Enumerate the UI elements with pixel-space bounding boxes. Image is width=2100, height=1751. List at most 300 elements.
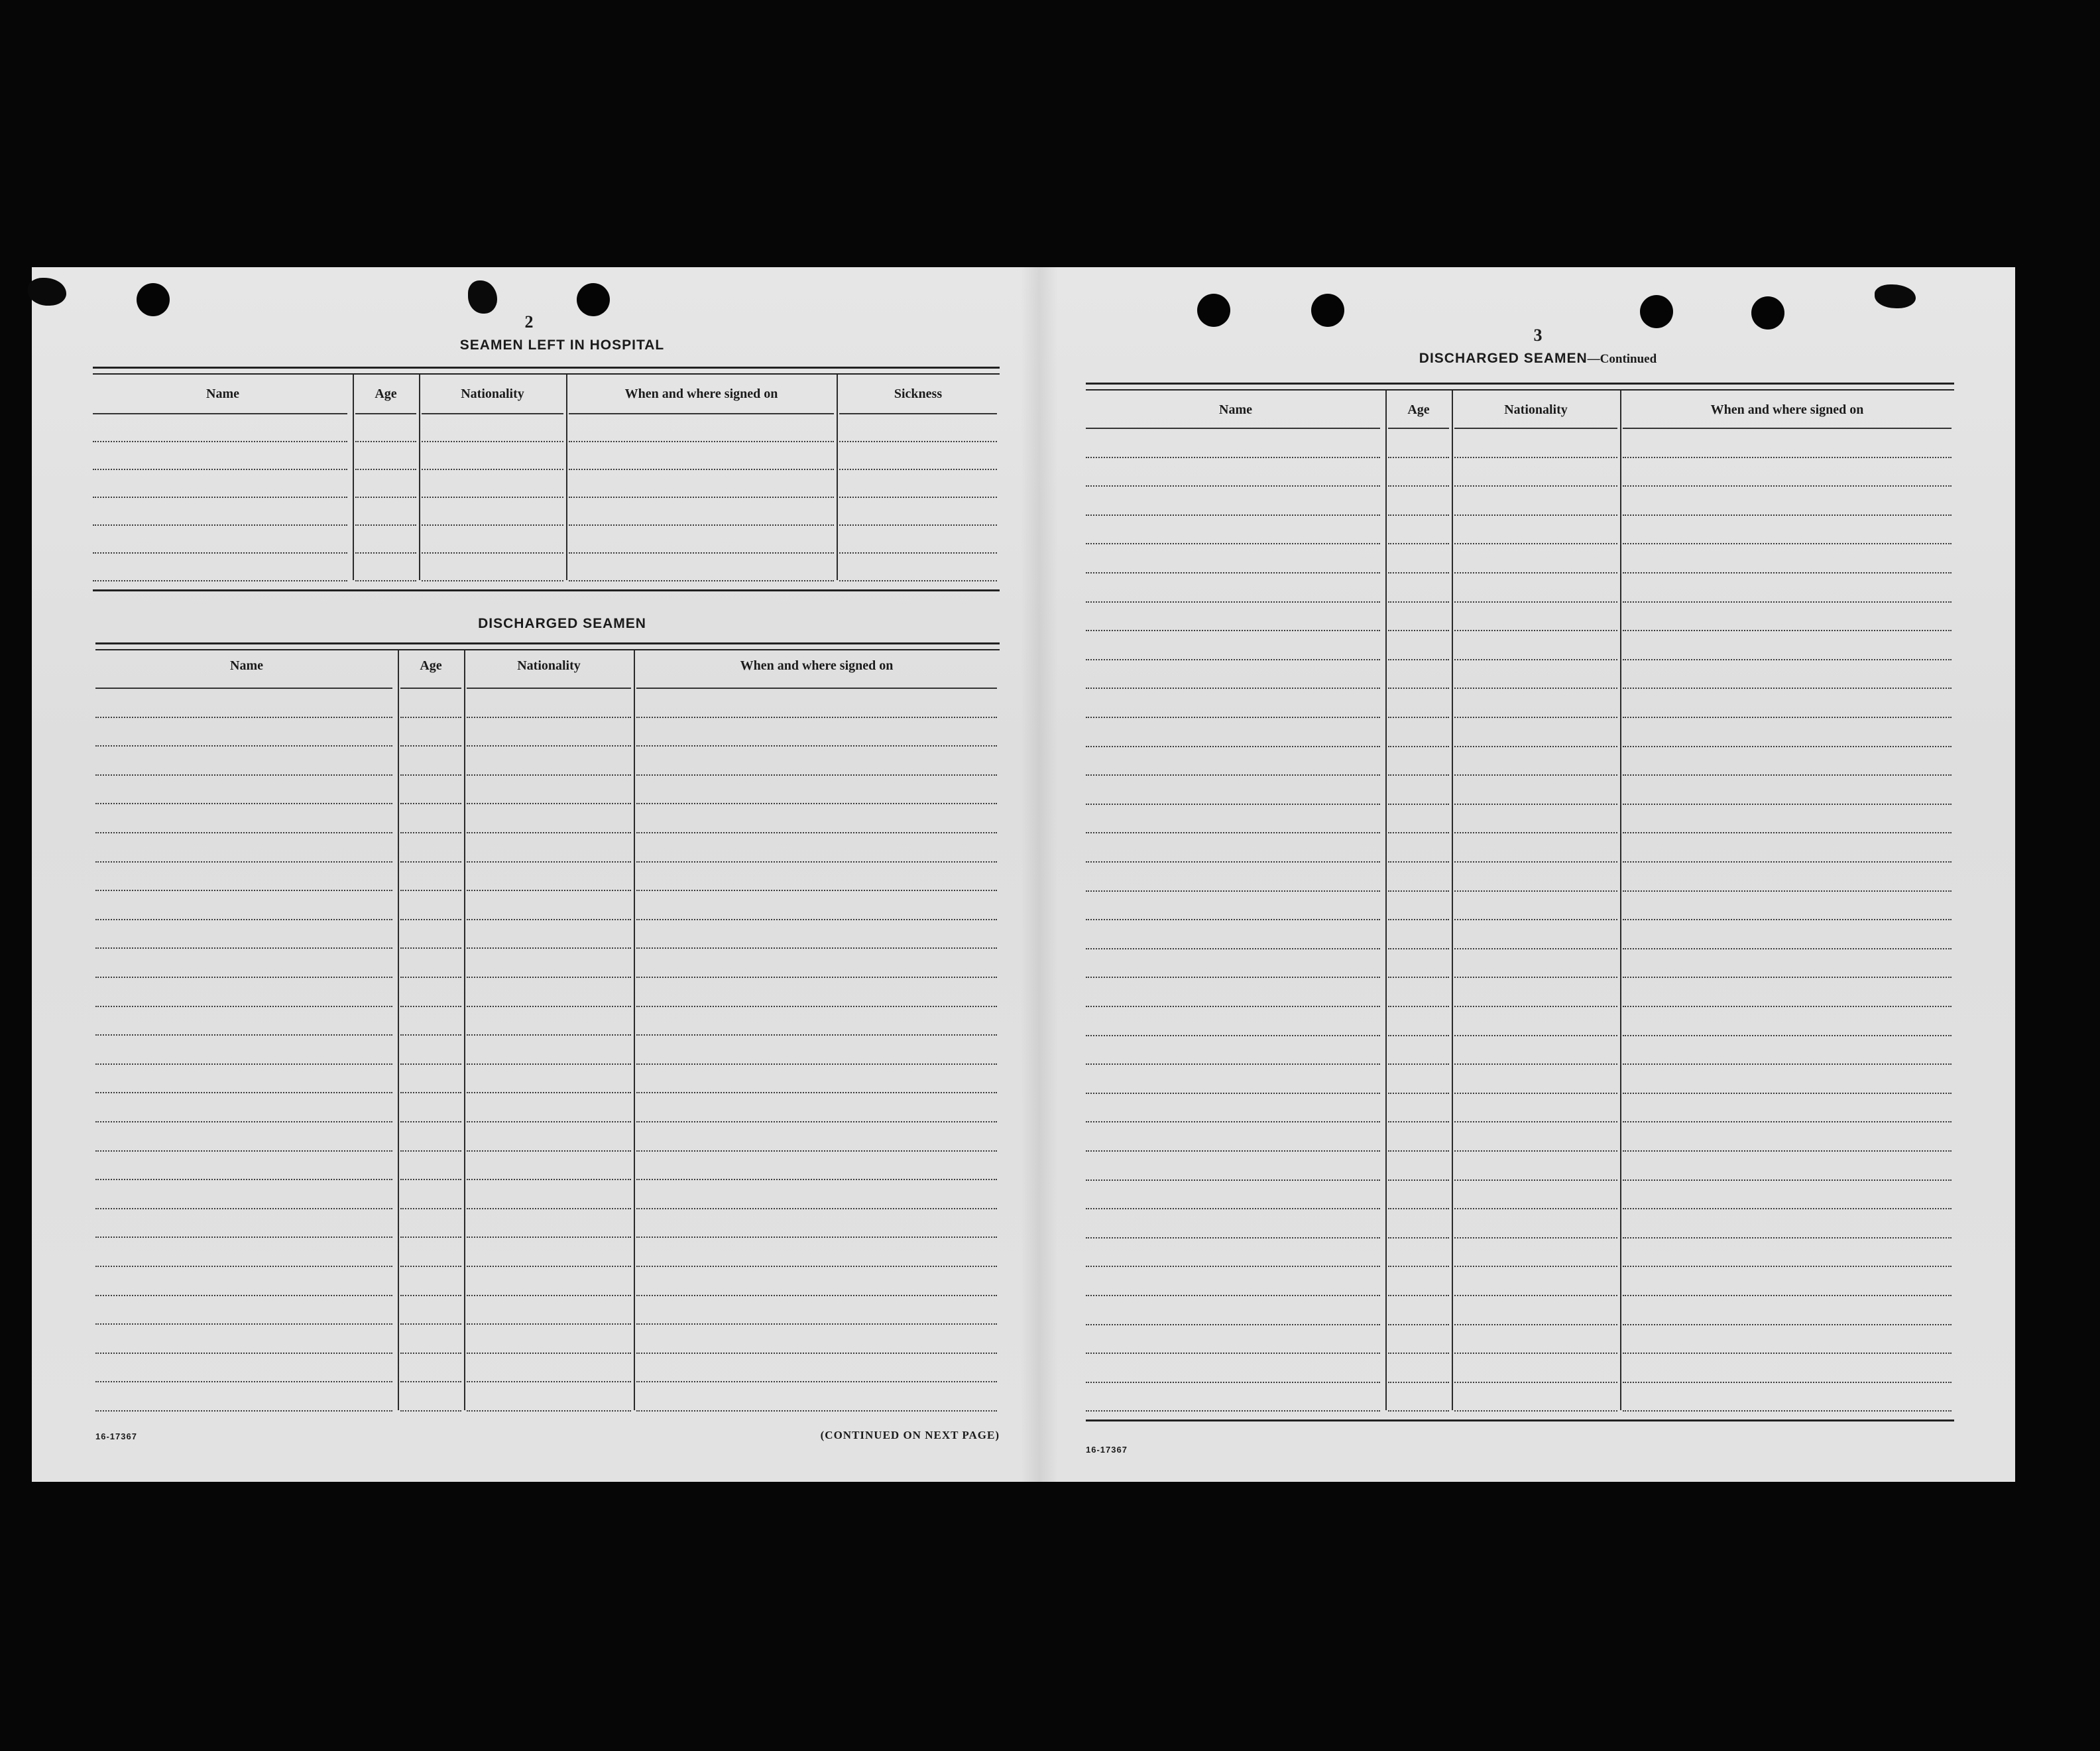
document-sheet — [32, 267, 2015, 1482]
table-row — [1086, 948, 1380, 949]
table-row — [400, 947, 461, 949]
table-row — [1623, 977, 1952, 978]
table-row — [400, 890, 461, 891]
table-row — [1388, 832, 1449, 833]
table-row — [1623, 1063, 1952, 1065]
table-row — [1454, 514, 1617, 516]
table-row — [1623, 572, 1952, 574]
table-row — [422, 441, 563, 442]
table-row — [636, 1410, 997, 1412]
continued-note: (CONTINUED ON NEXT PAGE) — [820, 1429, 1000, 1441]
table-row — [1454, 1410, 1617, 1412]
table-row — [95, 1121, 392, 1122]
table-row — [1086, 1266, 1380, 1267]
table-row — [1388, 572, 1449, 574]
column-header-nationality: Nationality — [517, 658, 581, 673]
table-row — [1454, 1382, 1617, 1383]
column-divider — [566, 375, 567, 580]
page-number: 2 — [524, 312, 534, 332]
table-row — [1388, 457, 1449, 458]
table-row — [1388, 948, 1449, 949]
table-row — [1086, 1208, 1380, 1209]
table-row — [1086, 804, 1380, 805]
section-title-discharged: DISCHARGED SEAMEN — [478, 616, 646, 631]
form-code: 16-17367 — [1086, 1445, 1128, 1455]
table-row — [1086, 746, 1380, 747]
table-row — [467, 1179, 631, 1180]
table-row — [636, 1150, 997, 1152]
table-row — [95, 919, 392, 920]
header-underline — [1086, 428, 1380, 429]
table-row — [400, 1237, 461, 1238]
table-row — [1388, 1179, 1449, 1181]
table-row — [1623, 919, 1952, 920]
hospital-table — [93, 367, 1000, 605]
table-row — [1623, 514, 1952, 516]
table-row — [1623, 832, 1952, 833]
table-row — [467, 1237, 631, 1238]
table-row — [95, 717, 392, 718]
table-row — [1086, 717, 1380, 718]
table-row — [1623, 1208, 1952, 1209]
column-header-name: Name — [1219, 402, 1252, 417]
table-row — [467, 1092, 631, 1093]
table-row — [636, 1179, 997, 1180]
header-underline — [400, 688, 461, 689]
table-row — [1388, 688, 1449, 689]
table-row — [1454, 1035, 1617, 1036]
table-row — [1454, 1266, 1617, 1267]
table-row — [636, 1295, 997, 1296]
table-row — [636, 861, 997, 863]
table-row — [95, 1150, 392, 1152]
table-row — [95, 1353, 392, 1354]
table-row — [1388, 514, 1449, 516]
table-row — [1454, 457, 1617, 458]
discharged-continued-table — [1086, 383, 1954, 1437]
table-row — [1086, 861, 1380, 863]
table-row — [1623, 1121, 1952, 1122]
section-title-hospital: SEAMEN LEFT IN HOSPITAL — [459, 337, 665, 353]
table-row — [1454, 948, 1617, 949]
table-row — [95, 1323, 392, 1325]
table-row — [839, 469, 997, 470]
table-row — [1388, 977, 1449, 978]
table-row — [95, 861, 392, 863]
table-row — [1086, 1324, 1380, 1325]
table-row — [1086, 1150, 1380, 1152]
table-row — [1623, 1410, 1952, 1412]
table-row — [400, 803, 461, 804]
table-row — [400, 861, 461, 863]
table-row — [569, 524, 834, 526]
table-row — [636, 1063, 997, 1065]
table-bottom-rule — [1086, 1419, 1954, 1421]
left-page — [32, 267, 1023, 1482]
table-row — [95, 1034, 392, 1036]
table-row — [1623, 890, 1952, 892]
table-row — [1454, 1121, 1617, 1122]
table-row — [1086, 1353, 1380, 1354]
table-row — [1086, 1237, 1380, 1238]
table-row — [1454, 977, 1617, 978]
table-row — [839, 524, 997, 526]
table-row — [93, 580, 347, 581]
table-row — [467, 919, 631, 920]
table-row — [400, 1006, 461, 1007]
column-divider — [1452, 391, 1453, 1410]
table-row — [400, 1208, 461, 1209]
table-row — [400, 1092, 461, 1093]
table-row — [355, 469, 416, 470]
table-row — [1086, 1063, 1380, 1065]
discharged-table — [95, 642, 1000, 1429]
table-row — [95, 803, 392, 804]
table-row — [467, 977, 631, 978]
table-row — [636, 1266, 997, 1267]
table-row — [1388, 1121, 1449, 1122]
table-row — [569, 441, 834, 442]
table-row — [636, 947, 997, 949]
column-header-age: Age — [1407, 402, 1430, 417]
table-row — [422, 497, 563, 498]
column-header-signed-on: When and where signed on — [1710, 402, 1864, 417]
table-row — [1454, 1179, 1617, 1181]
table-row — [467, 1353, 631, 1354]
table-row — [467, 1150, 631, 1152]
column-divider — [837, 375, 838, 580]
table-row — [1086, 1179, 1380, 1181]
table-row — [1623, 601, 1952, 603]
table-row — [467, 1121, 631, 1122]
table-row — [93, 524, 347, 526]
table-row — [422, 524, 563, 526]
table-row — [95, 832, 392, 833]
table-row — [636, 977, 997, 978]
table-row — [1388, 1006, 1449, 1007]
table-row — [1388, 890, 1449, 892]
table-row — [1388, 543, 1449, 544]
table-row — [400, 1410, 461, 1412]
table-row — [93, 552, 347, 554]
column-divider — [419, 375, 420, 580]
table-row — [636, 1237, 997, 1238]
table-row — [636, 919, 997, 920]
table-row — [1086, 774, 1380, 776]
table-row — [422, 469, 563, 470]
header-underline — [93, 413, 347, 414]
table-row — [400, 1295, 461, 1296]
table-row — [1086, 1035, 1380, 1036]
table-row — [1086, 688, 1380, 689]
column-header-name: Name — [206, 387, 239, 401]
table-row — [1086, 1295, 1380, 1296]
column-header-signed-on: When and where signed on — [740, 658, 894, 673]
table-row — [467, 1323, 631, 1325]
table-row — [400, 1353, 461, 1354]
table-row — [1623, 630, 1952, 631]
column-header-sickness: Sickness — [894, 387, 943, 401]
table-row — [1623, 1266, 1952, 1267]
table-row — [1623, 1179, 1952, 1181]
table-row — [400, 745, 461, 747]
header-underline — [569, 413, 834, 414]
table-row — [467, 832, 631, 833]
table-row — [95, 745, 392, 747]
table-row — [636, 1323, 997, 1325]
table-row — [1454, 1324, 1617, 1325]
table-row — [1454, 572, 1617, 574]
table-row — [1086, 1006, 1380, 1007]
table-row — [1388, 485, 1449, 487]
table-row — [1086, 919, 1380, 920]
table-row — [400, 1034, 461, 1036]
table-bottom-rule — [93, 589, 1000, 591]
table-row — [839, 441, 997, 442]
header-underline — [355, 413, 416, 414]
table-row — [1454, 1237, 1617, 1238]
table-row — [1623, 688, 1952, 689]
table-row — [636, 1034, 997, 1036]
table-row — [355, 552, 416, 554]
table-row — [467, 745, 631, 747]
table-row — [93, 441, 347, 442]
table-row — [1454, 1208, 1617, 1209]
table-row — [569, 497, 834, 498]
form-code: 16-17367 — [95, 1431, 137, 1441]
header-underline — [1454, 428, 1617, 429]
table-row — [1388, 919, 1449, 920]
table-row — [1454, 659, 1617, 660]
table-row — [1454, 832, 1617, 833]
table-row — [400, 832, 461, 833]
table-row — [1623, 1324, 1952, 1325]
table-row — [467, 861, 631, 863]
table-row — [95, 1266, 392, 1267]
column-divider — [398, 650, 399, 1410]
table-row — [95, 1006, 392, 1007]
table-row — [1086, 1382, 1380, 1383]
table-row — [1388, 1266, 1449, 1267]
table-row — [1623, 485, 1952, 487]
table-row — [636, 1353, 997, 1354]
table-row — [1086, 457, 1380, 458]
table-row — [467, 947, 631, 949]
table-row — [1388, 1208, 1449, 1209]
column-divider — [1385, 391, 1387, 1410]
table-row — [1454, 601, 1617, 603]
table-row — [1086, 1121, 1380, 1122]
table-row — [95, 977, 392, 978]
header-underline — [467, 688, 631, 689]
table-row — [1388, 861, 1449, 863]
table-row — [1454, 1295, 1617, 1296]
table-row — [1388, 1150, 1449, 1152]
table-row — [95, 1179, 392, 1180]
table-row — [1388, 630, 1449, 631]
header-underline — [636, 688, 997, 689]
table-row — [1623, 948, 1952, 949]
table-row — [1086, 1093, 1380, 1094]
table-row — [636, 1208, 997, 1209]
column-header-age: Age — [375, 387, 397, 401]
table-row — [839, 497, 997, 498]
table-row — [636, 774, 997, 776]
table-row — [400, 1150, 461, 1152]
table-row — [1623, 1093, 1952, 1094]
column-header-age: Age — [420, 658, 442, 673]
table-row — [1388, 1324, 1449, 1325]
table-row — [1454, 1063, 1617, 1065]
table-row — [422, 552, 563, 554]
table-row — [355, 497, 416, 498]
table-row — [1388, 746, 1449, 747]
table-row — [1086, 630, 1380, 631]
table-row — [1623, 659, 1952, 660]
header-underline — [1388, 428, 1449, 429]
table-row — [1454, 1093, 1617, 1094]
table-row — [400, 1121, 461, 1122]
table-row — [400, 1266, 461, 1267]
table-row — [1388, 717, 1449, 718]
table-row — [636, 745, 997, 747]
table-row — [1388, 804, 1449, 805]
table-row — [422, 580, 563, 581]
table-row — [1623, 1295, 1952, 1296]
table-row — [1086, 514, 1380, 516]
table-row — [1086, 832, 1380, 833]
section-title-discharged-continued — [1286, 351, 1790, 367]
table-row — [636, 803, 997, 804]
table-row — [1623, 717, 1952, 718]
table-row — [1086, 572, 1380, 574]
table-row — [400, 1179, 461, 1180]
table-row — [95, 1237, 392, 1238]
table-row — [1086, 601, 1380, 603]
table-row — [95, 1092, 392, 1093]
table-row — [467, 1006, 631, 1007]
table-row — [95, 1295, 392, 1296]
table-row — [467, 1410, 631, 1412]
table-row — [1388, 601, 1449, 603]
table-row — [1623, 1382, 1952, 1383]
table-row — [1086, 659, 1380, 660]
header-underline — [422, 413, 563, 414]
page-number: 3 — [1533, 326, 1543, 345]
header-underline — [1623, 428, 1952, 429]
table-row — [467, 1063, 631, 1065]
table-row — [1623, 746, 1952, 747]
column-header-name: Name — [230, 658, 263, 673]
table-row — [1623, 1353, 1952, 1354]
table-row — [1388, 659, 1449, 660]
table-row — [569, 469, 834, 470]
table-row — [355, 580, 416, 581]
table-row — [839, 580, 997, 581]
table-row — [636, 890, 997, 891]
right-page — [1023, 267, 2015, 1482]
table-row — [95, 1063, 392, 1065]
table-row — [95, 947, 392, 949]
table-row — [1623, 1006, 1952, 1007]
table-row — [95, 774, 392, 776]
table-row — [467, 717, 631, 718]
table-row — [1388, 1093, 1449, 1094]
table-row — [95, 1410, 392, 1412]
table-row — [1623, 1237, 1952, 1238]
table-row — [467, 774, 631, 776]
table-row — [1623, 804, 1952, 805]
table-row — [1623, 457, 1952, 458]
table-row — [1388, 1035, 1449, 1036]
table-row — [1454, 688, 1617, 689]
table-row — [1086, 543, 1380, 544]
table-row — [1623, 861, 1952, 863]
table-row — [400, 774, 461, 776]
table-row — [636, 1121, 997, 1122]
table-row — [1086, 977, 1380, 978]
table-row — [355, 524, 416, 526]
column-divider — [464, 650, 465, 1410]
table-row — [569, 580, 834, 581]
table-row — [400, 717, 461, 718]
table-row — [1388, 1410, 1449, 1412]
table-row — [400, 1381, 461, 1382]
table-row — [1454, 543, 1617, 544]
table-row — [1623, 543, 1952, 544]
column-header-nationality: Nationality — [1504, 402, 1568, 417]
table-row — [355, 441, 416, 442]
table-row — [1454, 890, 1617, 892]
table-row — [1454, 1006, 1617, 1007]
column-divider — [1620, 391, 1621, 1410]
header-underline — [839, 413, 997, 414]
table-row — [636, 1381, 997, 1382]
table-row — [636, 717, 997, 718]
table-row — [1388, 774, 1449, 776]
section-title-suffix: —Continued — [1587, 352, 1657, 366]
table-row — [1086, 485, 1380, 487]
table-row — [636, 1006, 997, 1007]
table-row — [1454, 919, 1617, 920]
table-row — [95, 1381, 392, 1382]
table-row — [1623, 774, 1952, 776]
table-row — [569, 552, 834, 554]
table-row — [400, 919, 461, 920]
table-row — [467, 1295, 631, 1296]
table-row — [1623, 1035, 1952, 1036]
column-header-nationality: Nationality — [461, 387, 524, 401]
table-row — [467, 1034, 631, 1036]
table-row — [95, 890, 392, 891]
table-row — [1454, 1353, 1617, 1354]
table-row — [400, 977, 461, 978]
table-row — [1454, 485, 1617, 487]
table-row — [400, 1063, 461, 1065]
table-row — [467, 1208, 631, 1209]
table-row — [839, 552, 997, 554]
table-row — [1623, 1150, 1952, 1152]
table-row — [1454, 630, 1617, 631]
table-row — [467, 1266, 631, 1267]
table-row — [1454, 717, 1617, 718]
column-header-signed-on: When and where signed on — [624, 387, 778, 401]
table-row — [636, 1092, 997, 1093]
table-row — [1454, 861, 1617, 863]
table-row — [400, 1323, 461, 1325]
table-row — [93, 469, 347, 470]
table-row — [1388, 1353, 1449, 1354]
